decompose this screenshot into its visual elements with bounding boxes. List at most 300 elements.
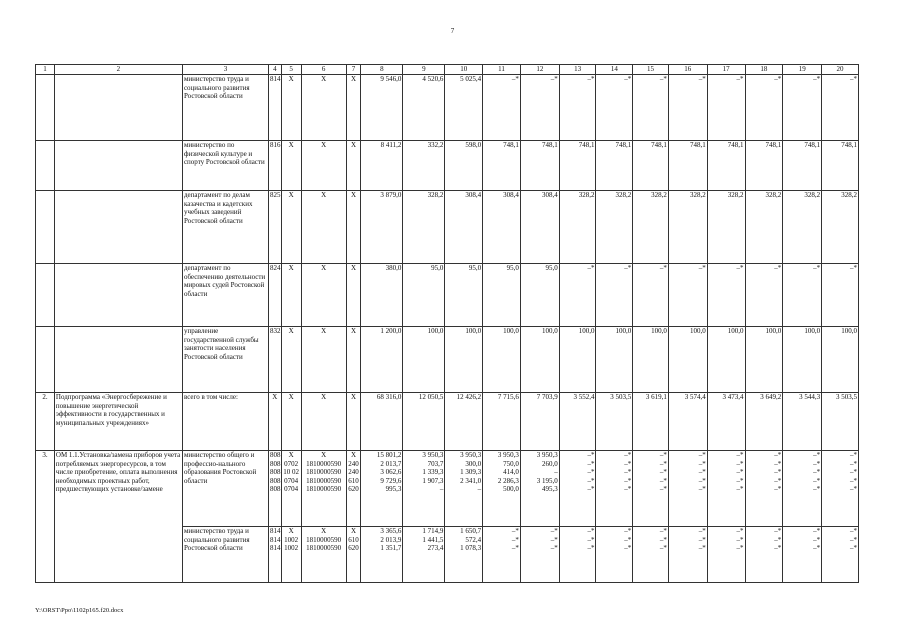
value-line: 1810000590 [306,468,342,477]
value-cell: 95,0 [483,264,521,327]
value-line: 1 351,7 [380,544,402,553]
code-cell: Х [346,327,361,393]
value-line: –* [587,451,595,459]
stacked-value-cell [445,451,483,527]
value-line: 2 013,9 [380,535,402,544]
code-cell: Х [281,264,301,327]
value-line: –* [813,459,821,468]
value-line: –* [698,544,706,553]
stacked-value-cell [403,527,445,583]
value-line: 3 950,3 [460,451,482,459]
executor-cell: департамент по обеспечению деятельности мировых судей Ростовской области [182,264,268,327]
value-line: 1 078,3 [460,544,482,553]
value-cell: 3 619,1 [633,393,669,451]
stacked-value-cell [707,451,745,527]
value-line: –* [659,476,667,485]
value-line: –* [587,476,595,485]
value-line: –* [587,468,595,477]
value-line: 1810000590 [306,485,342,494]
value-cell: 8 411,2 [361,141,403,191]
value-line: –* [736,476,744,485]
value-line: 610 [348,535,359,544]
value-line: –* [850,476,857,485]
value-cell: 3 503,5 [596,393,633,451]
value-line: 240 [348,468,359,477]
value-line: 3 950,3 [422,451,444,459]
value-line: 500,0 [503,485,519,494]
value-cell: –* [668,75,707,141]
program-name-cell: ОМ 1.1.Установка/замена приборов учета потребляемых энергоресурсов, в том числе приобретение, оплата выполнения необходимых проектных работ, предшествующих установке/замене [54,451,182,583]
stacked-value-cell [668,527,707,583]
program-name-cell [54,191,182,264]
header-cell: 10 [445,65,483,75]
stacked-value-cell [596,527,633,583]
value-line: 300,0 [465,459,482,468]
value-cell: 9 546,0 [361,75,403,141]
value-cell: –* [559,75,596,141]
header-cell: 15 [633,65,669,75]
value-line: –* [774,527,782,535]
value-line: –* [587,535,595,544]
value-line: 808 [270,451,281,459]
stacked-value-cell [301,527,346,583]
value-line: 808 [270,468,281,477]
value-cell: –* [596,75,633,141]
value-line: 0702 [284,459,299,468]
stacked-value-cell [668,451,707,527]
value-line: –* [813,485,821,494]
value-cell: 328,2 [668,191,707,264]
executor-cell: департамент по делам казачества и кадетских учебных заведений Ростовской области [182,191,268,264]
code-cell: Х [301,264,346,327]
executor-cell: министерство по физической культуре и спорту Ростовской области [182,141,268,191]
value-line: 3 062,6 [380,468,402,477]
value-line: –* [624,527,632,535]
value-line: 814 [270,527,281,535]
value-line: –* [511,535,519,544]
table-row [36,393,859,451]
stacked-value-cell [745,527,783,583]
stacked-value-cell [483,451,521,527]
value-line: 572,4 [465,535,482,544]
value-cell: 748,1 [596,141,633,191]
stacked-value-cell [783,451,822,527]
value-cell: –* [822,75,859,141]
value-line: –* [774,544,782,553]
value-cell: 328,2 [596,191,633,264]
value-cell: 380,0 [361,264,403,327]
value-line: –* [624,476,632,485]
value-line: 1 441,5 [422,535,444,544]
stacked-value-cell [445,527,483,583]
header-cell: 16 [668,65,707,75]
value-line: 3 195,0 [536,476,558,485]
stacked-value-cell [822,527,859,583]
value-cell: 748,1 [707,141,745,191]
value-cell: 100,0 [707,327,745,393]
value-line: –* [659,459,667,468]
value-line: 1810000590 [306,535,342,544]
stacked-value-cell [559,451,596,527]
code-cell: Х [281,141,301,191]
value-line: 1 650,7 [460,527,482,535]
value-cell: –* [596,264,633,327]
value-cell: 100,0 [483,327,521,393]
stacked-value-cell [633,527,669,583]
value-line: 260,0 [541,459,558,468]
value-line: 1810000590 [306,459,342,468]
value-line: 814 [270,535,281,544]
value-cell: 3 544,3 [783,393,822,451]
program-name-cell: Подпрограмма «Энергосбережение и повышение энергетической эффективности в государственных и муниципальных учреждениях» [54,393,182,451]
executor-cell: управление государственной службы занятости населения Ростовской области [182,327,268,393]
value-line: –* [550,527,558,535]
value-line: 1 339,3 [422,468,444,477]
stacked-value-cell [596,451,633,527]
value-line: Х [321,451,327,459]
row-number-cell [36,327,55,393]
value-line: –* [850,485,857,494]
value-cell: –* [745,264,783,327]
value-line: 10 02 [283,468,299,477]
value-line: 610 [348,476,359,485]
code-cell: 825 [269,191,282,264]
code-cell: 832 [269,327,282,393]
header-row [36,65,859,75]
value-cell: 748,1 [783,141,822,191]
value-cell: 3 574,4 [668,393,707,451]
value-cell: 3 503,5 [822,393,859,451]
value-cell: 308,4 [445,191,483,264]
header-cell: 17 [707,65,745,75]
value-cell: 100,0 [559,327,596,393]
value-cell: 100,0 [520,327,559,393]
code-cell: Х [346,141,361,191]
value-line: 3 950,3 [497,451,519,459]
value-line: –* [698,451,706,459]
value-cell: 748,1 [559,141,596,191]
executor-cell: министерство труда и социального развития Ростовской области [182,75,268,141]
value-line: 2 013,7 [380,459,402,468]
value-line: –* [736,451,744,459]
value-cell: 95,0 [403,264,445,327]
value-line: –* [624,485,632,494]
value-line: 414,0 [503,468,519,477]
value-cell: –* [745,75,783,141]
value-line: 808 [270,485,281,494]
value-line: 3 365,6 [380,527,402,535]
code-cell: Х [269,393,282,451]
header-cell: 1 [36,65,55,75]
value-line: –* [736,527,744,535]
table-row [36,264,859,327]
value-cell: 100,0 [633,327,669,393]
value-cell: 12 050,5 [403,393,445,451]
row-number-cell: 3. [36,451,55,583]
value-line: 808 [270,459,281,468]
stacked-value-cell [559,527,596,583]
stacked-value-cell [269,451,282,527]
value-line: 1 714,9 [422,527,444,535]
value-line: 1002 [284,535,299,544]
code-cell: Х [346,191,361,264]
program-name-cell [54,327,182,393]
value-line: –* [850,535,857,544]
value-cell: 3 473,4 [707,393,745,451]
stacked-value-cell [483,527,521,583]
stacked-value-cell [403,451,445,527]
header-cell: 14 [596,65,633,75]
value-cell: 3 649,2 [745,393,783,451]
value-line: –* [736,459,744,468]
code-cell: 816 [269,141,282,191]
value-cell: 7 703,9 [520,393,559,451]
value-cell: 3 552,4 [559,393,596,451]
value-cell: –* [520,75,559,141]
value-line: Х [351,527,357,535]
value-cell: –* [783,264,822,327]
header-cell: 5 [281,65,301,75]
value-line: –* [624,468,632,477]
value-line: 620 [348,485,359,494]
value-line: –* [659,527,667,535]
value-line: 1 309,3 [460,468,482,477]
value-cell: –* [707,264,745,327]
program-name-cell [54,75,182,141]
value-line: 750,0 [503,459,519,468]
stacked-value-cell [361,527,403,583]
value-line: –* [774,468,782,477]
value-line: –* [624,535,632,544]
value-line: – [439,485,444,494]
table-row [36,75,859,141]
value-cell: 12 426,2 [445,393,483,451]
value-line: Х [321,527,327,535]
value-line: – [554,468,558,477]
value-cell: 100,0 [745,327,783,393]
code-cell: Х [346,75,361,141]
value-line: 2 341,0 [460,476,482,485]
file-path-footer: Y:\ORST\Ppo\1102p165.f20.docx [35,607,124,614]
value-line: –* [774,485,782,494]
value-line: 3 950,3 [536,451,558,459]
value-cell: 328,2 [403,191,445,264]
value-line: –* [774,476,782,485]
header-cell: 4 [269,65,282,75]
value-cell: –* [559,264,596,327]
value-line: 0704 [284,476,299,485]
stacked-value-cell [301,451,346,527]
value-cell: 308,4 [520,191,559,264]
value-line: 1002 [284,544,299,553]
table-row [36,451,859,527]
value-line: 814 [270,544,281,553]
value-cell: 100,0 [403,327,445,393]
value-line: –* [736,468,744,477]
value-line: –* [813,527,821,535]
code-cell: Х [301,141,346,191]
value-line: –* [813,451,821,459]
value-line: –* [736,485,744,494]
value-line: –* [550,535,558,544]
value-cell: 328,2 [633,191,669,264]
value-line: –* [511,544,519,553]
header-cell: 7 [346,65,361,75]
value-line: –* [659,485,667,494]
table-row [36,141,859,191]
value-line: 620 [348,544,359,553]
value-line: –* [550,544,558,553]
value-line: –* [511,527,519,535]
stacked-value-cell [269,527,282,583]
value-cell: 328,2 [783,191,822,264]
header-cell: 3 [182,65,268,75]
code-cell: Х [346,393,361,451]
header-cell: 8 [361,65,403,75]
stacked-value-cell [520,527,559,583]
stacked-value-cell [281,527,301,583]
value-line: 0704 [284,485,299,494]
code-cell: Х [301,191,346,264]
value-cell: 100,0 [596,327,633,393]
header-cell: 11 [483,65,521,75]
value-cell: 328,2 [822,191,859,264]
stacked-value-cell [361,451,403,527]
value-line: –* [587,485,595,494]
value-line: 1810000590 [306,476,342,485]
value-cell: 100,0 [445,327,483,393]
value-line: –* [736,535,744,544]
row-number-cell [36,141,55,191]
value-line: –* [774,451,782,459]
executor-cell: министерство труда и социального развития Ростовской области [182,527,268,583]
code-cell: Х [301,75,346,141]
value-line: –* [813,535,821,544]
value-line: 1810000590 [306,544,342,553]
value-line: –* [587,459,595,468]
program-name-cell [54,141,182,191]
code-cell: Х [301,393,346,451]
value-cell: 1 200,0 [361,327,403,393]
header-cell: 20 [822,65,859,75]
header-cell: 12 [520,65,559,75]
value-cell: –* [783,75,822,141]
value-cell: 748,1 [483,141,521,191]
value-cell: 100,0 [668,327,707,393]
value-line: Х [351,451,357,459]
executor-cell: министерство общего и профессио-нального образования Ростовской области [182,451,268,527]
header-cell: 13 [559,65,596,75]
value-line: –* [624,459,632,468]
value-cell: –* [668,264,707,327]
header-cell: 6 [301,65,346,75]
value-line: –* [850,527,857,535]
code-cell: 824 [269,264,282,327]
code-cell: Х [346,264,361,327]
value-line: –* [813,544,821,553]
value-line: –* [736,544,744,553]
value-line: 1 907,3 [422,476,444,485]
value-cell: 748,1 [633,141,669,191]
header-cell: 2 [54,65,182,75]
value-cell: –* [483,75,521,141]
header-cell: 19 [783,65,822,75]
program-name-cell [54,264,182,327]
value-line: –* [698,485,706,494]
value-line: 9 729,6 [380,476,402,485]
value-line: –* [659,544,667,553]
stacked-value-cell [281,451,301,527]
value-cell: 328,2 [745,191,783,264]
value-cell: –* [707,75,745,141]
value-cell: 598,0 [445,141,483,191]
value-line: Х [288,527,294,535]
value-line: –* [659,451,667,459]
value-cell: 100,0 [822,327,859,393]
stacked-value-cell [745,451,783,527]
value-line: – [477,485,482,494]
value-line: –* [698,476,706,485]
value-line: –* [624,544,632,553]
page-number: 7 [450,27,455,35]
value-cell: 100,0 [783,327,822,393]
value-cell: 68 316,0 [361,393,403,451]
value-line: 495,3 [541,485,558,494]
stacked-value-cell [633,451,669,527]
value-line: –* [774,459,782,468]
value-cell: 748,1 [822,141,859,191]
value-line: –* [774,535,782,544]
stacked-value-cell [346,451,361,527]
header-cell: 18 [745,65,783,75]
row-number-cell [36,75,55,141]
value-line: 15 801,2 [376,451,402,459]
value-cell: 95,0 [445,264,483,327]
row-number-cell [36,191,55,264]
value-line: –* [850,451,857,459]
value-cell: –* [822,264,859,327]
value-cell: 5 025,4 [445,75,483,141]
value-line: –* [698,527,706,535]
value-line: –* [659,535,667,544]
value-line: –* [813,468,821,477]
value-cell: –* [633,264,669,327]
code-cell: Х [301,327,346,393]
header-cell: 9 [403,65,445,75]
value-line: –* [698,468,706,477]
value-cell: 332,2 [403,141,445,191]
value-line: –* [698,459,706,468]
value-cell: 748,1 [520,141,559,191]
value-line: –* [698,535,706,544]
table-row [36,191,859,264]
value-cell: 4 520,6 [403,75,445,141]
stacked-value-cell [783,527,822,583]
value-cell: 748,1 [745,141,783,191]
stacked-value-cell [707,527,745,583]
code-cell: Х [281,327,301,393]
table-row [36,327,859,393]
value-cell: 3 879,0 [361,191,403,264]
value-cell: –* [633,75,669,141]
value-line: 995,3 [385,485,402,494]
value-line: –* [624,451,632,459]
value-cell: 7 715,6 [483,393,521,451]
value-line: 240 [348,459,359,468]
value-line: –* [850,468,857,477]
code-cell: Х [281,393,301,451]
value-line: –* [587,544,595,553]
